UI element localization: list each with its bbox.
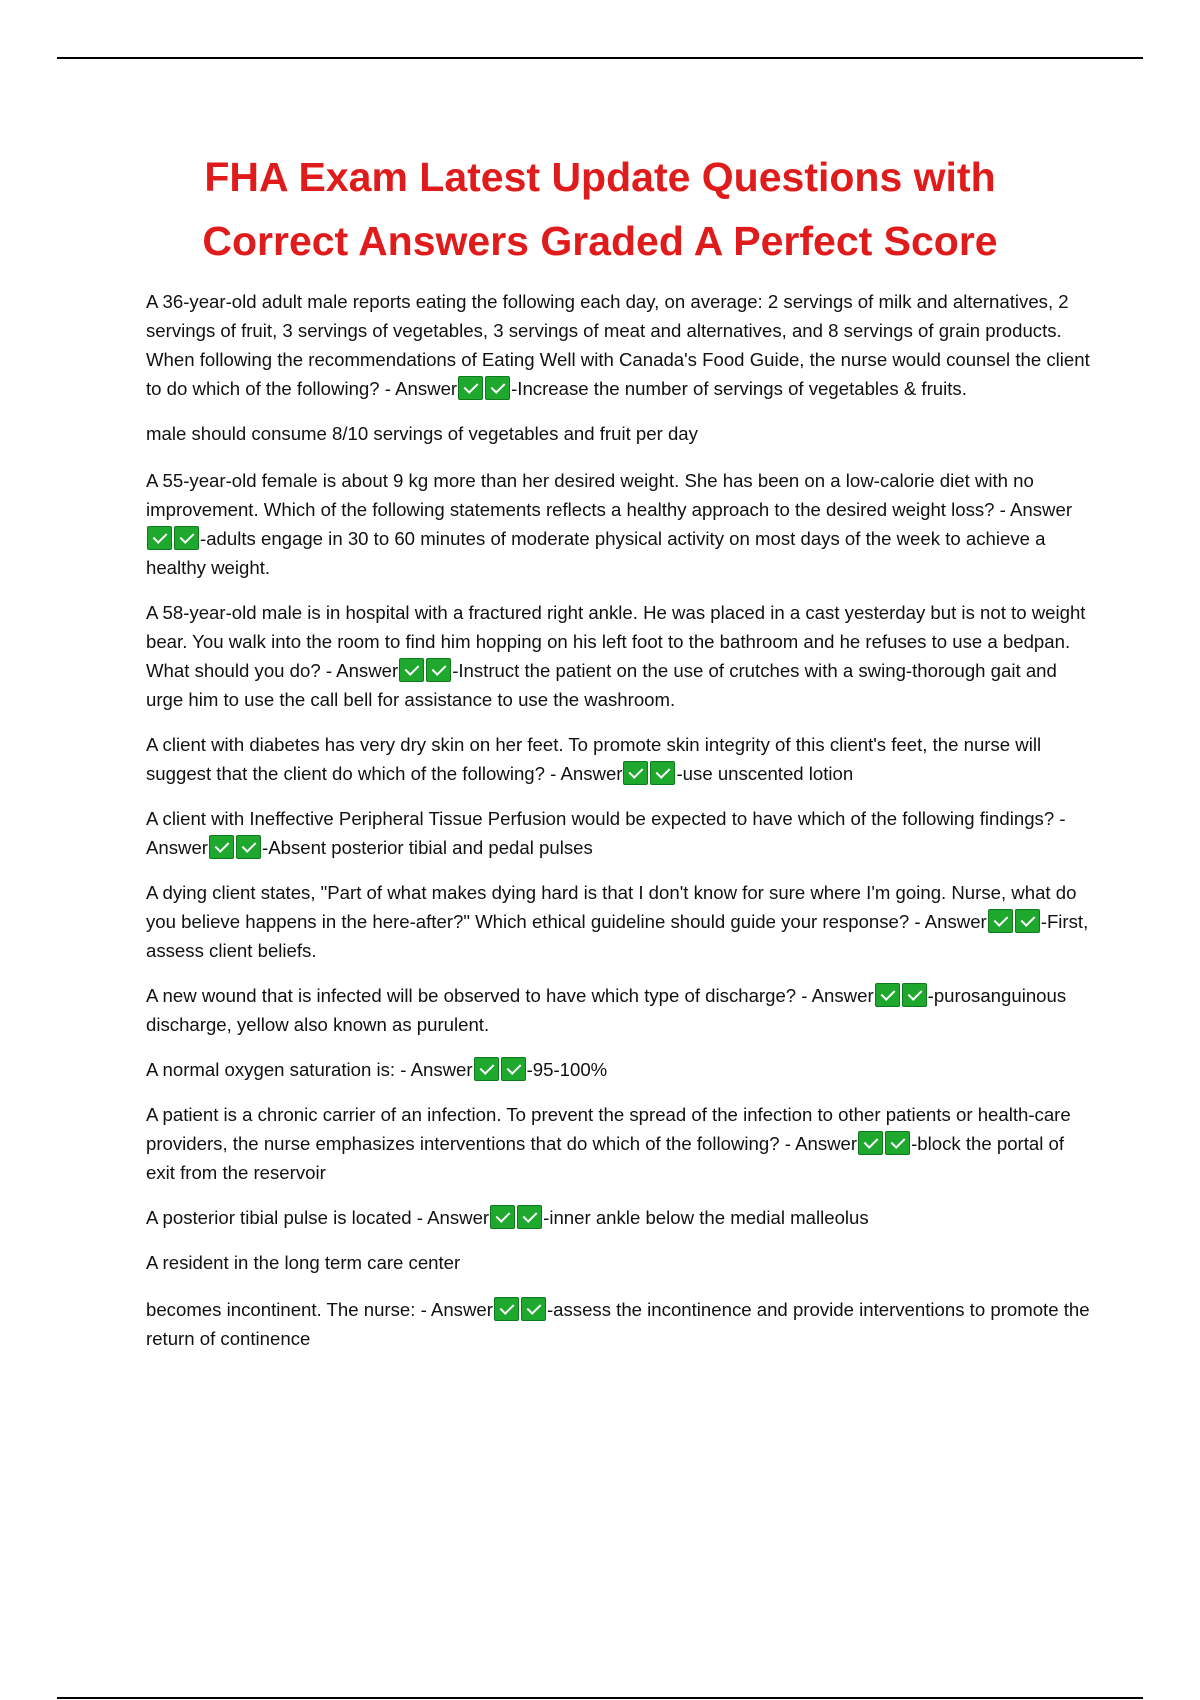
qa-item-6 — [146, 878, 1096, 965]
checkmark-icon — [988, 909, 1013, 933]
question-text: A normal oxygen saturation is: - Answer — [146, 1059, 473, 1080]
qa-item-1 — [146, 287, 1096, 403]
answer-text: -purosanguinous discharge, yellow also known as purulent. — [146, 985, 1067, 1035]
answer-text: -Instruct the patient on the use of crutches with a swing-thorough gait and urge him to use the call bell for assistance to use the washroom. — [146, 660, 1057, 710]
answer-text: -inner ankle below the medial malleolus — [543, 1207, 869, 1228]
qa-item-8 — [146, 1055, 1096, 1084]
checkmark-icon — [517, 1205, 542, 1229]
qa-item-3 — [146, 598, 1096, 714]
bottom-rule — [57, 1697, 1143, 1699]
document-title: FHA Exam Latest Update Questions with Correct Answers Graded A Perfect Score — [202, 154, 998, 264]
answer-text: -block the portal of exit from the reservoir — [146, 1133, 1065, 1183]
question-text: A client with Ineffective Peripheral Tissue Perfusion would be expected to have which of the following findings? - Answer — [146, 808, 1066, 858]
qa-item-10 — [146, 1203, 1096, 1232]
answer-text: -use unscented lotion — [676, 763, 854, 784]
question-text: A dying client states, "Part of what makes dying hard is that I don't know for sure where I'm going. Nurse, what do you believe happens in the here-after?" Which ethical guideline should guide your response? - Answer — [146, 882, 1077, 932]
question-text: A 36-year-old adult male reports eating the following each day, on average: 2 servings of milk and alternatives, 2 servings of fruit, 3 servings of vegetables, 3 servings of meat and alternatives, and 8 servings of grain products. When following the recommendations of Eating Well with Canada's Food Guide, the nurse would counsel the client to do which of the following? - Answer — [146, 291, 1090, 399]
qa-item-2 — [146, 466, 1096, 582]
answer-text: -95-100% — [526, 1059, 608, 1080]
answer-text: -First, assess client beliefs. — [146, 911, 1089, 961]
checkmark-icon — [399, 658, 424, 682]
question-text: A 58-year-old male is in hospital with a fractured right ankle. He was placed in a cast yesterday but is not to weight bear. You walk into the room to find him hopping on his left foot to the bathroom and he refuses to use a bedpan. What should you do? - Answer — [146, 602, 1086, 681]
document-body — [146, 287, 1096, 1369]
checkmark-icon — [174, 526, 199, 550]
checkmark-icon — [236, 835, 261, 859]
checkmark-icon — [521, 1297, 546, 1321]
note-line: male should consume 8/10 servings of vegetables and fruit per day — [146, 423, 698, 444]
checkmark-icon — [474, 1057, 499, 1081]
checkmark-icon — [490, 1205, 515, 1229]
answer-text: -adults engage in 30 to 60 minutes of moderate physical activity on most days of the week to achieve a healthy weight. — [146, 528, 1046, 578]
question-text: A client with diabetes has very dry skin on her feet. To promote skin integrity of this client's feet, the nurse will suggest that the client do which of the following? - Answer — [146, 734, 1042, 784]
question-text: A new wound that is infected will be observed to have which type of discharge? - Answer — [146, 985, 874, 1006]
checkmark-icon — [209, 835, 234, 859]
qa-item-9 — [146, 1100, 1096, 1187]
checkmark-icon — [147, 526, 172, 550]
qa-item-5 — [146, 804, 1096, 862]
question-text: becomes incontinent. The nurse: - Answer — [146, 1299, 493, 1320]
note-text — [146, 1248, 1096, 1277]
checkmark-icon — [623, 761, 648, 785]
checkmark-icon — [875, 983, 900, 1007]
question-text: A 55-year-old female is about 9 kg more than her desired weight. She has been on a low-calorie diet with no improvement. Which of the following statements reflects a healthy approach to the desired weight loss? - Answer — [146, 470, 1073, 520]
top-rule — [57, 57, 1143, 59]
checkmark-icon — [501, 1057, 526, 1081]
checkmark-icon — [858, 1131, 883, 1155]
checkmark-icon — [650, 761, 675, 785]
checkmark-icon — [885, 1131, 910, 1155]
checkmark-icon — [458, 376, 483, 400]
answer-text: -assess the incontinence and provide interventions to promote the return of continence — [146, 1299, 1090, 1349]
answer-text: -Absent posterior tibial and pedal pulses — [262, 837, 593, 858]
qa-item-4 — [146, 730, 1096, 788]
question-text: A patient is a chronic carrier of an infection. To prevent the spread of the infection to other patients or health-care providers, the nurse emphasizes interventions that do which of the following? - Answer — [146, 1104, 1071, 1154]
question-text: A posterior tibial pulse is located - Answer — [146, 1207, 490, 1228]
answer-text: -Increase the number of servings of vegetables & fruits. — [511, 378, 967, 399]
note-text — [146, 419, 1096, 448]
checkmark-icon — [902, 983, 927, 1007]
note-line: A resident in the long term care center — [146, 1252, 461, 1273]
checkmark-icon — [1015, 909, 1040, 933]
qa-item-11 — [146, 1295, 1096, 1353]
checkmark-icon — [485, 376, 510, 400]
checkmark-icon — [426, 658, 451, 682]
qa-item-7 — [146, 981, 1096, 1039]
checkmark-icon — [494, 1297, 519, 1321]
